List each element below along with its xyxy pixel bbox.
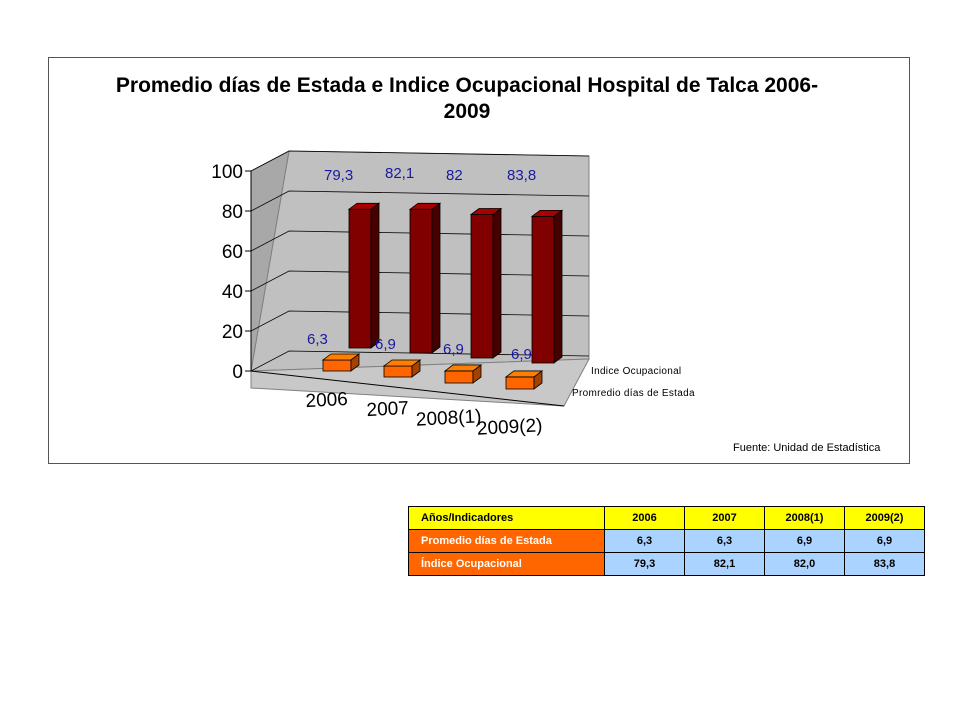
bar-promedio-front-face (445, 371, 473, 383)
data-label-promedio: 6,9 (511, 346, 532, 363)
chart-frame (48, 57, 910, 464)
bar-promedio-front-face (506, 377, 534, 389)
bar-indice-front-face (471, 215, 493, 359)
table-cell: 82,0 (765, 553, 845, 576)
table-header-cell: 2009(2) (845, 507, 925, 530)
table-cell: 83,8 (845, 553, 925, 576)
y-tick-label: 20 (221, 322, 243, 343)
data-label-promedio: 6,3 (307, 331, 328, 348)
table-header-row (409, 507, 925, 530)
bar-indice-front-face (349, 209, 371, 348)
table-cell: 82,1 (685, 553, 765, 576)
y-tick-label: 0 (232, 362, 243, 383)
x-tick-label: 2008(1) (415, 406, 482, 431)
data-label-indice: 83,8 (507, 167, 537, 184)
bar-indice-side-face (493, 209, 501, 359)
y-tick-label: 100 (211, 162, 243, 183)
table-header-cell: 2006 (605, 507, 685, 530)
x-tick-label: 2007 (366, 397, 410, 422)
data-table (408, 506, 925, 576)
series-label-indice: Indice Ocupacional (591, 366, 682, 377)
y-axis (211, 162, 251, 383)
table-row (409, 530, 925, 553)
table-cell: 6,9 (845, 530, 925, 553)
x-tick-label: 2009(2) (476, 415, 543, 440)
bar-indice-front-face (410, 209, 432, 353)
data-label-promedio: 6,9 (375, 336, 396, 353)
data-label-indice: 79,3 (324, 167, 354, 184)
bar-indice-side-face (371, 203, 379, 348)
bar-promedio-front-face (384, 366, 412, 377)
y-tick-label: 60 (221, 242, 243, 263)
row-label: Índice Ocupacional (409, 553, 605, 576)
table-header-cell: 2008(1) (765, 507, 845, 530)
bar-indice-side-face (432, 203, 440, 353)
bar-indice-front-face (532, 216, 554, 363)
table-cell: 6,3 (685, 530, 765, 553)
table-row (409, 553, 925, 576)
bar-promedio-front-face (323, 360, 351, 371)
series-label-promedio: Promredio días de Estada (572, 388, 695, 399)
source-note: Fuente: Unidad de Estadística (733, 442, 881, 454)
row-label: Promedio días de Estada (409, 530, 605, 553)
table-cell: 6,3 (605, 530, 685, 553)
table-cell: 6,9 (765, 530, 845, 553)
chart-title-line-2: 2009 (443, 100, 491, 123)
bar-indice-side-face (554, 210, 562, 363)
chart (49, 58, 909, 463)
table-cell: 79,3 (605, 553, 685, 576)
data-label-indice: 82 (446, 167, 463, 184)
table-header-cell: 2007 (685, 507, 765, 530)
data-label-promedio: 6,9 (443, 341, 464, 358)
y-tick-label: 80 (221, 202, 243, 223)
y-tick-label: 40 (221, 282, 243, 303)
chart-title-line-1: Promedio días de Estada e Indice Ocupacional Hospital de Talca 2006- (115, 74, 819, 97)
x-tick-label: 2006 (305, 388, 349, 413)
table-header-cell: Años/Indicadores (409, 507, 605, 530)
data-label-indice: 82,1 (385, 165, 415, 182)
